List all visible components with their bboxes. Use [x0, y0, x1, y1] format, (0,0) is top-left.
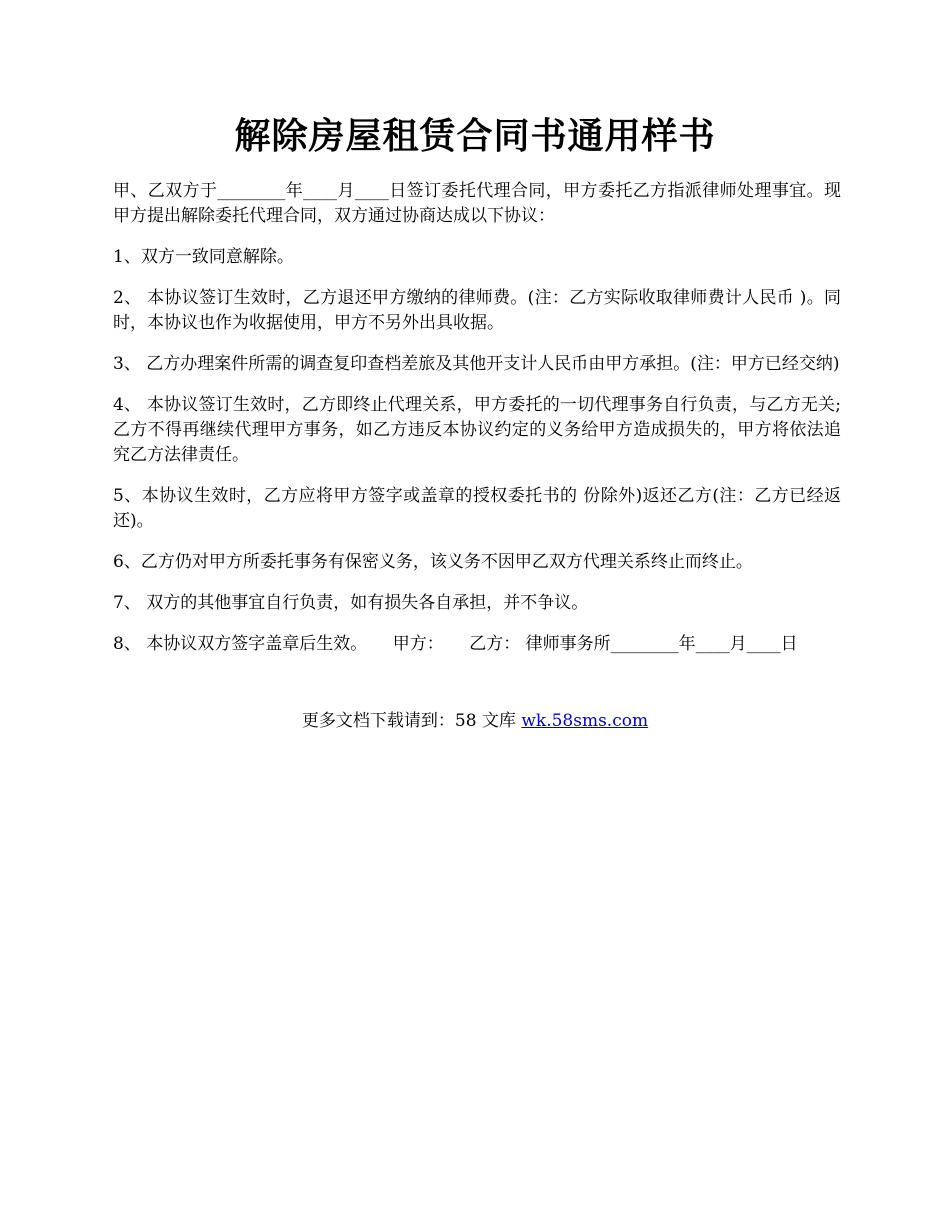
paragraph-clause-6: 6、乙方仍对甲方所委托事务有保密义务，该义务不因甲乙双方代理关系终止而终止。 [113, 552, 753, 572]
paragraph-clause-8: 8、 本协议双方签字盖章后生效。 甲方： 乙方： 律师事务所________年____月____日 [113, 634, 798, 654]
document-title: 解除房屋租赁合同书通用样书 [234, 115, 716, 157]
download-footer [0, 709, 950, 734]
document-body [113, 179, 841, 673]
paragraph-clause-7: 7、 双方的其他事宜自行负责，如有损失各自承担，并不争议。 [113, 593, 589, 613]
paragraph-clause-5: 5、本协议生效时，乙方应将甲方签字或盖章的授权委托书的 份除外)返还乙方(注：乙方已经返还)。 [113, 486, 841, 531]
paragraph-intro: 甲、乙双方于________年____月____日签订委托代理合同，甲方委托乙方指派律师处理事宜。现甲方提出解除委托代理合同，双方通过协商达成以下协议： [113, 181, 841, 226]
paragraph-clause-2: 2、 本协议签订生效时，乙方退还甲方缴纳的律师费。(注：乙方实际收取律师费计人民币 )。同时，本协议也作为收据使用，甲方不另外出具收据。 [113, 288, 841, 333]
footer-link[interactable]: wk.58sms.com [521, 711, 649, 731]
paragraph-clause-4: 4、 本协议签订生效时，乙方即终止代理关系，甲方委托的一切代理事务自行负责，与乙方无关;乙方不得再继续代理甲方事务，如乙方违反本协议约定的义务给甲方造成损失的，甲方将依法追究乙方法律责任。 [113, 395, 841, 465]
paragraph-clause-1: 1、双方一致同意解除。 [113, 247, 294, 267]
paragraph-clause-3: 3、 乙方办理案件所需的调查复印查档差旅及其他开支计人民币由甲方承担。(注：甲方已经交纳) [113, 354, 840, 374]
footer-text: 更多文档下载请到：58 文库 [301, 711, 522, 731]
